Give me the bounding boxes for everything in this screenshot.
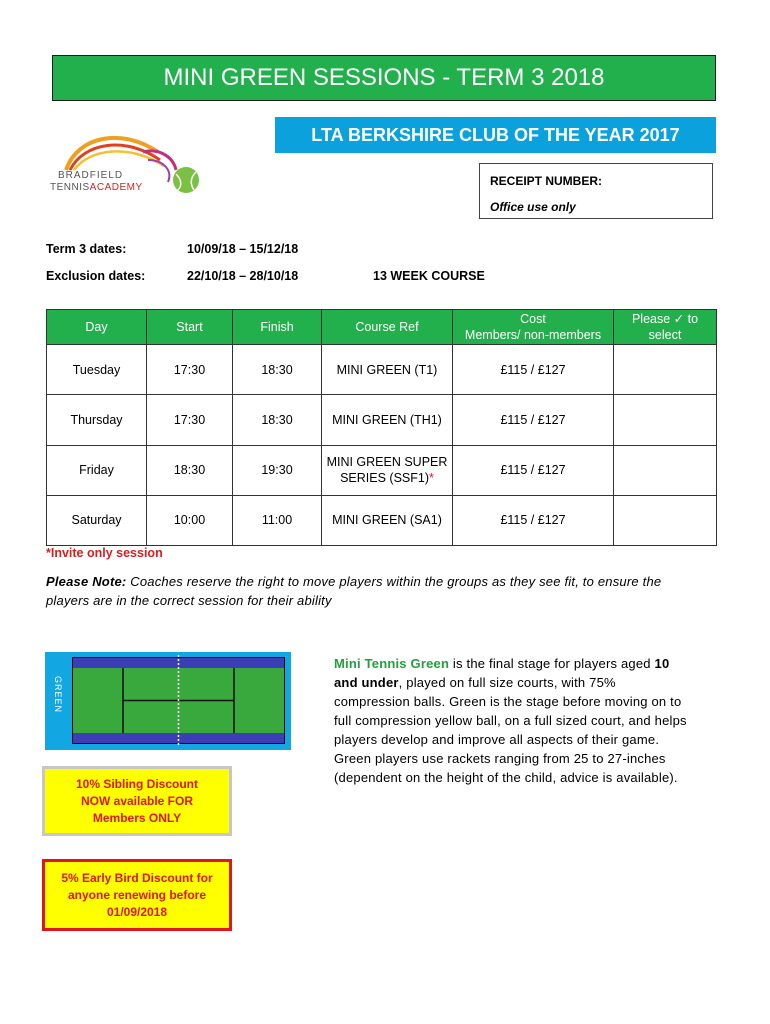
cell-course-ref [322,495,453,545]
course-ref-text: MINI GREEN SUPER [326,455,448,470]
cell-finish: 11:00 [233,495,322,545]
cell-cost: £115 / £127 [453,345,614,395]
table-header-row [47,310,717,345]
sibling-discount-box [42,766,232,836]
cell-day: Friday [47,445,147,495]
description-age: 10 and under [334,656,670,690]
exclusion-dates-value: 22/10/18 – 28/10/18 [187,269,299,283]
table-row [47,395,717,445]
cell-day: Thursday [47,395,147,445]
invite-only-star: * [429,471,434,486]
table-row [47,345,717,395]
course-ref-text: MINI GREEN (SA1) [332,513,442,528]
cell-cost: £115 / £127 [453,495,614,545]
course-ref-text: MINI GREEN (T1) [336,362,438,377]
table-row [47,495,717,545]
academy-logo [48,130,208,200]
cell-finish: 18:30 [233,345,322,395]
select-checkbox-cell[interactable] [614,395,717,445]
receipt-box[interactable] [479,163,713,219]
course-length: 13 WEEK COURSE [373,269,485,283]
invite-only-note: *Invite only session [46,546,163,560]
schedule-table [46,309,717,546]
cost-header-line1: Cost [520,312,546,326]
cell-course-ref [322,345,453,395]
table-row [47,445,717,495]
course-ref-text-line2: SERIES (SSF1) [340,471,430,486]
exclusion-dates-label: Exclusion dates: [46,269,146,283]
club-award-text: LTA BERKSHIRE CLUB OF THE YEAR 2017 [311,125,680,145]
cell-cost: £115 / £127 [453,395,614,445]
cell-finish: 19:30 [233,445,322,495]
col-header-finish: Finish [233,310,322,345]
cell-start: 17:30 [147,395,233,445]
description-part2: , played on full size courts, with 75% compression balls. Green is the stage before moving on to full compression yellow ball, on a full sized court, and helps players develop and improve all aspects of their game. Green players use rackets ranging from 25 to 27-inches (dependent on the height of the child, advice is available). [334,675,687,785]
mini-green-description [334,654,694,787]
col-header-course-ref: Course Ref [322,310,453,345]
term-dates-value: 10/09/18 – 15/12/18 [187,242,299,256]
cell-start: 18:30 [147,445,233,495]
logo-text-academy: ACADEMY [89,182,143,193]
please-note-text: Coaches reserve the right to move players within the groups as they see fit, to ensure the players are in the correct session for their ability [46,574,662,608]
cell-cost: £115 / £127 [453,445,614,495]
please-note-label: Please Note: [46,574,127,589]
receipt-number-label: RECEIPT NUMBER: [490,174,603,188]
select-header-line2: select [648,328,682,342]
cell-course-ref [322,445,453,495]
sibling-discount-text: 10% Sibling Discount NOW available FOR Members ONLY [75,776,198,825]
col-header-day: Day [47,310,147,345]
logo-text-tennis: TENNIS [50,182,90,193]
early-bird-discount-box [42,859,232,931]
course-ref-text: MINI GREEN (TH1) [332,412,442,427]
cell-day: Tuesday [47,345,147,395]
please-note [46,572,706,610]
cell-finish: 18:30 [233,395,322,445]
cell-start: 17:30 [147,345,233,395]
logo-text-line1: BRADFIELD [58,170,124,181]
term-dates-label: Term 3 dates: [46,242,127,256]
select-checkbox-cell[interactable] [614,495,717,545]
col-header-select [614,310,717,345]
cell-day: Saturday [47,495,147,545]
cost-header-line2: Members/ non-members [464,328,602,342]
col-header-start: Start [147,310,233,345]
cell-course-ref [322,395,453,445]
description-lead: Mini Tennis Green [334,656,450,671]
early-bird-text: 5% Early Bird Discount for anyone renewing before 01/09/2018 [61,870,213,919]
select-header-line1: Please ✓ to [631,312,699,326]
select-checkbox-cell[interactable] [614,445,717,495]
page-title-banner [52,55,716,101]
tennis-court-image [45,652,291,750]
office-use-note: Office use only [490,200,576,214]
logo-text-line2 [50,182,143,193]
description-part1: is the final stage for players aged [449,656,655,671]
cell-start: 10:00 [147,495,233,545]
page-title: MINI GREEN SESSIONS - TERM 3 2018 [163,64,605,91]
club-award-banner [275,117,716,153]
col-header-cost [453,310,614,345]
court-label: GREEN [53,676,63,714]
select-checkbox-cell[interactable] [614,345,717,395]
